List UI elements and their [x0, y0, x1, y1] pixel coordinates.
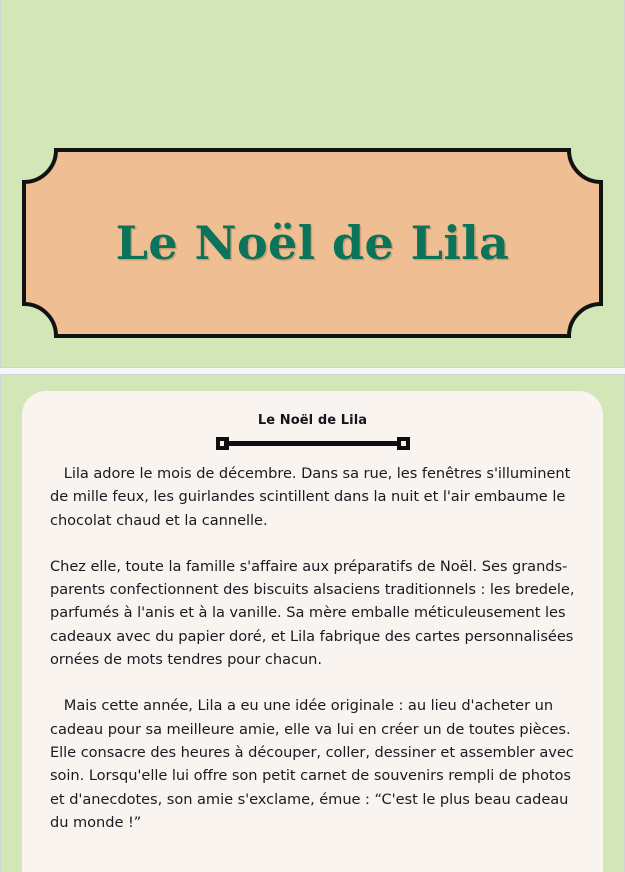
document-title: Le Noël de Lila	[257, 413, 368, 428]
document-panel	[0, 374, 625, 872]
title-divider	[216, 436, 410, 450]
ticket-banner	[22, 148, 603, 338]
divider-bar	[224, 441, 402, 446]
paragraph: Lila adore le mois de décembre. Dans sa rue, les fenêtres s'illuminent de mille feux, les guirlandes scintillent dans la nuit et l'air embaume le chocolat chaud et la cannelle.	[50, 465, 575, 529]
banner-panel	[0, 0, 625, 368]
panel-left-edge	[0, 0, 1, 367]
document-card	[22, 391, 603, 872]
doc-panel-left-edge	[0, 375, 1, 872]
paragraph: Chez elle, toute la famille s'affaire aux préparatifs de Noël. Ses grands-parents confectionnent des biscuits alsaciens traditionnels : les bredele, parfumés à l'anis et à la vanille. Sa mère emballe méticuleusement les cadeaux avec du papier doré, et Lila fabrique des cartes personnalisées ornées de mots tendres pour chacun.	[50, 557, 580, 669]
banner-title: Le Noël de Lila	[115, 216, 510, 270]
document-body	[50, 462, 580, 834]
paragraph: Mais cette année, Lila a eu une idée originale : au lieu d'acheter un cadeau pour sa meilleure amie, elle va lui en créer un de toutes pièces. Elle consacre des heures à découper, coller, dessiner et assembler avec soin. Lorsqu'elle lui offre son petit carnet de souvenirs rempli de photos et d'anecdotes, son amie s'exclame, émue : “C'est le plus beau cadeau du monde !”	[50, 697, 579, 831]
divider-cap-right-icon	[397, 437, 410, 450]
